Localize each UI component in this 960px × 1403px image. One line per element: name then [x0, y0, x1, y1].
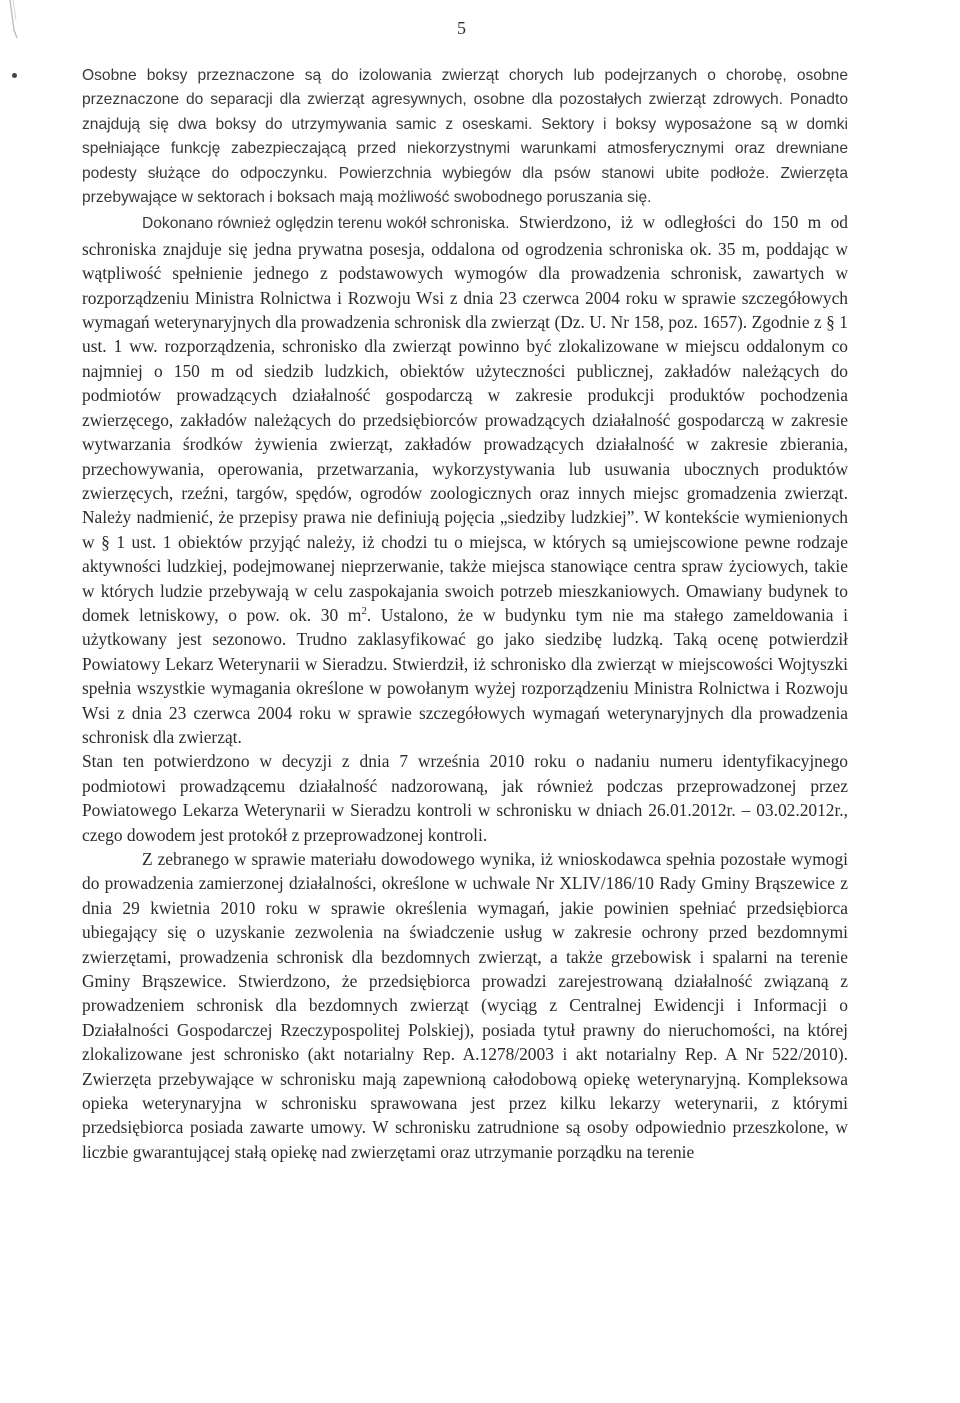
paragraph-lead-sentence: Dokonano również oględzin terenu wokół schroniska. [142, 215, 510, 233]
paragraph-evidence-summary: Z zebranego w sprawie materiału dowodowego wynika, iż wnioskodawca spełnia pozostałe wymogi do prowadzenia zamierzonej działalności, określone w uchwale Nr XLIV/186/10 Rady Gminy Brąszewice z dnia 29 kwietnia 2010 roku w sprawie określenia wymagań, jakie powinien spełniać przedsiębiorca ubiegający się o uzyskanie zezwolenia na świadczenie usług w zakresie ochrony przed bezdomnymi zwierzętami, prowadzenia schronisk dla bezdomnych zwierząt, a także grzebowisk i spalarni na terenie Gminy Brąszewice. Stwierdzono, że przedsiębiorca prowadzi zarejestrowaną działalność związaną z prowadzeniem schronisk dla bezdomnych zwierząt (wyciąg z Centralnej Ewidencji i Informacji o Działalności Gospodarczej Rzeczypospolitej Polskiej), posiada tytuł prawny do nieruchomości, na której zlokalizowane jest schronisko (akt notarialny Rep. A.1278/2003 i akt notarialny Rep. A Nr 522/2010). Zwierzęta przebywające w schronisku mają zapewnioną całodobową opiekę weterynaryjną. Kompleksowa opieka weterynaryjna w schronisku sprawowana jest przez kilku lekarzy weterynarii, z którymi przedsiębiorca posiada zawarte umowy. W schronisku zatrudnione są osoby odpowiednio przeszkolone, w liczbie gwarantującej stałą opiekę nad zwierzętami oraz utrzymanie porządku na terenie [82, 849, 848, 1162]
document-body [82, 64, 848, 1164]
paragraph-site-inspection-text: Stwierdzono, iż w odległości do 150 m od schroniska znajduje się jedna prywatna posesja, oddalona od ogrodzenia schroniska ok. 35 m, poddając w wątpliwość spełnienie jednego z podstawowych wymogów dla prowadzenia schronisk, zawartych w rozporządzeniu Ministra Rolnictwa i Rozwoju Wsi z dnia 23 czerwca 2004 roku w sprawie szczegółowych wymagań weterynaryjnych dla prowadzenia schronisk dla zwierząt (Dz. U. Nr 158, poz. 1657). Zgodnie z § 1 ust. 1 ww. rozporządzenia, schronisko dla zwierząt powinno być zlokalizowane w miejscu oddalonym co najmniej o 150 m od siedzib ludzkich, obiektów użyteczności publicznej, zakładów należących do podmiotów prowadzących działalność gospodarczą w zakresie produkcji produktów pochodzenia zwierzęcego, zakładów należących do przedsiębiorców prowadzących działalność gospodarczą w zakresie wytwarzania środków żywienia zwierząt, zakładów prowadzących działalność w zakresie zbierania, przechowywania, operowania, przetwarzania, wykorzystywania lub usuwania ubocznych produktów zwierzęcych, rzeźni, targów, spędów, ogrodów zoologicznych oraz innych miejsc gromadzenia zwierząt. Należy nadmienić, że przepisy prawa nie definiują pojęcia „siedziby ludzkiej”. W kontekście wymienionych w § 1 ust. 1 obiektów przyjąć należy, iż chodzi tu o miejsca, w których są umiejscowione pewne rodzaje aktywności ludzkiej, podejmowanej nieprzerwanie, także miejsca stanowiące centra spraw życiowych, takie w których ludzie przebywają w celu zaspokajania swoich potrzeb mieszkaniowych. Omawiany budynek to domek letniskowy, o pow. ok. 30 m [82, 212, 848, 625]
scan-edge-mark [8, 0, 22, 42]
superscript-exponent: 2 [361, 605, 367, 618]
paragraph-decision-confirmation: Stan ten potwierdzono w decyzji z dnia 7 września 2010 roku o nadaniu numeru identyfikacyjnego podmiotowi prowadzącemu działalność nadzorowaną, jak również podczas przeprowadzonej przez Powiatowego Lekarza Weterynarii w Sieradzu kontroli w schronisku w dniach 26.01.2012r. – 03.02.2012r., czego dowodem jest protokół z przeprowadzonej kontroli. [82, 751, 848, 845]
scan-speck [12, 73, 17, 78]
paragraph-boxes-description: Osobne boksy przeznaczone są do izolowania zwierząt chorych lub podejrzanych o chorobę, osobne przeznaczone do separacji dla zwierząt agresywnych, osobne dla pozostałych zwierząt zdrowych. Ponadto znajdują się dwa boksy do utrzymywania samic z oseskami. Sektory i boksy wyposażone są w domki spełniające funkcję zabezpieczającą przed niekorzystnymi warunkami atmosferycznymi oraz drewniane podesty służące do odpoczynku. Powierzchnia wybiegów dla psów stanowi ubite podłoże. Zwierzęta przebywające w sektorach i boksach mają możliwość swobodnego poruszania się. [82, 67, 848, 207]
paragraph-site-inspection [82, 210, 848, 749]
page-number: 5 [457, 18, 466, 38]
paragraph-site-inspection-tail: . Ustalono, że w budynku tym nie ma stałego zameldowania i użytkowany jest sezonowo. Trudno zaklasyfikować go jako siedzibę ludzką. Taką ocenę potwierdził Powiatowy Lekarz Weterynarii w Sieradzu. Stwierdził, iż schronisko dla zwierząt w miejscowości Wojtyszki spełnia wszystkie wymagania określone w powołanym wyżej rozporządzeniu Ministra Rolnictwa i Rozwoju Wsi z dnia 23 czerwca 2004 roku w sprawie szczegółowych wymagań weterynaryjnych dla prowadzenia schronisk dla zwierząt. [82, 604, 848, 747]
